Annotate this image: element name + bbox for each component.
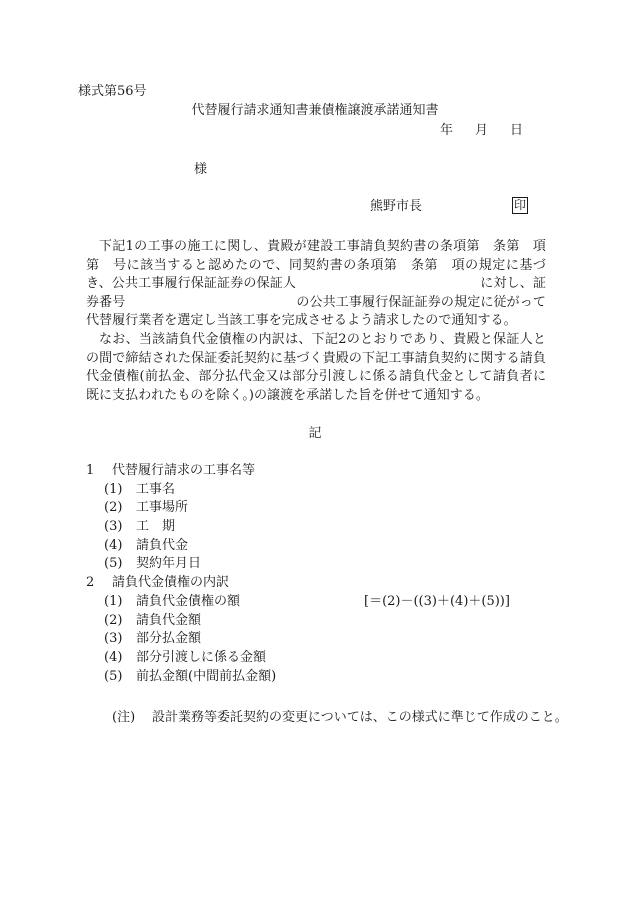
item-label: 契約年月日 <box>136 556 202 572</box>
item-number: (2) <box>104 500 123 516</box>
seal-mark: 印 <box>513 198 526 212</box>
item-number: (5) <box>104 668 123 684</box>
item-number: (2) <box>104 612 123 628</box>
issuer: 熊野市長 <box>370 199 423 214</box>
item-label: 請負代金 <box>136 537 189 553</box>
form-number: 様式第56号 <box>78 84 147 99</box>
section-2-heading <box>86 574 276 593</box>
item-label: 部分引渡しに係る金額 <box>136 649 267 665</box>
item-label: 前払金額(中間前払金額) <box>136 668 277 684</box>
list-item <box>86 555 276 574</box>
section-number: 1 <box>86 463 95 478</box>
item-number: (3) <box>104 519 123 535</box>
list-item <box>86 499 276 518</box>
date-month: 月 <box>474 123 488 138</box>
section-title: 請負代金債権の内訳 <box>112 575 230 591</box>
list-item <box>86 649 276 668</box>
list-item <box>86 612 276 631</box>
list-item <box>86 518 276 537</box>
item-label: 工事場所 <box>136 500 189 516</box>
item-label: 請負代金債権の額 <box>136 593 241 609</box>
item-number: (1) <box>104 593 123 609</box>
item-number: (3) <box>104 631 123 647</box>
section-1-heading <box>86 462 276 481</box>
date-year: 年 <box>439 123 453 138</box>
item-number: (4) <box>104 649 123 665</box>
item-label: 工 期 <box>136 519 176 535</box>
list-item <box>86 668 276 687</box>
list-item <box>86 481 276 500</box>
item-number: (4) <box>104 537 123 553</box>
body-paragraph-1: 下記1の工事の施工に関し、貴殿が建設工事請負契約書の条項第 条第 項第 号に該当すると認めたので、同契約書の条項第 条第 項の規定に基づき、公共工事履行保証証券の保証人 に対し、証券番号 の公共工事履行保証証券の規定に従がって代替履行業者を選定し当該工事を完成させるよう請求したので通知する。 <box>86 239 546 329</box>
list-item <box>86 630 276 649</box>
footnote <box>112 711 568 724</box>
section-title: 代替履行請求の工事名等 <box>112 463 256 478</box>
item-number: (5) <box>104 556 123 572</box>
ki-heading: 記 <box>308 426 322 441</box>
date-day: 日 <box>509 123 523 138</box>
document-title: 代替履行請求通知書兼債権譲渡承諾通知書 <box>191 103 439 118</box>
section-number: 2 <box>86 575 95 591</box>
amount-formula: [＝(2)－((3)＋(4)＋(5))] <box>364 593 510 609</box>
note-text: 設計業務等委託契約の変更については、この様式に準じて作成のこと。 <box>152 710 568 725</box>
date-line <box>418 124 523 137</box>
item-number: (1) <box>104 481 123 497</box>
body-text <box>86 238 546 405</box>
list-item <box>86 537 276 556</box>
item-label: 工事名 <box>136 481 176 497</box>
detail-list <box>86 462 510 686</box>
note-label: (注) <box>112 710 136 725</box>
item-label: 部分払金額 <box>136 631 202 647</box>
body-paragraph-2: なお、当該請負代金債権の内訳は、下記2のとおりであり、貴殿と保証人との間で締結された保証委託契約に基づく貴殿の下記工事請負契約に関する請負代金債権(前払金、部分払代金又は部分引渡しに係る請負代金として請負者に既に支払われたものを除く。)の譲渡を承諾した旨を併せて通知する。 <box>86 331 546 403</box>
addressee-suffix: 様 <box>194 162 208 177</box>
item-label: 請負代金額 <box>136 612 202 628</box>
list-item <box>86 593 510 612</box>
